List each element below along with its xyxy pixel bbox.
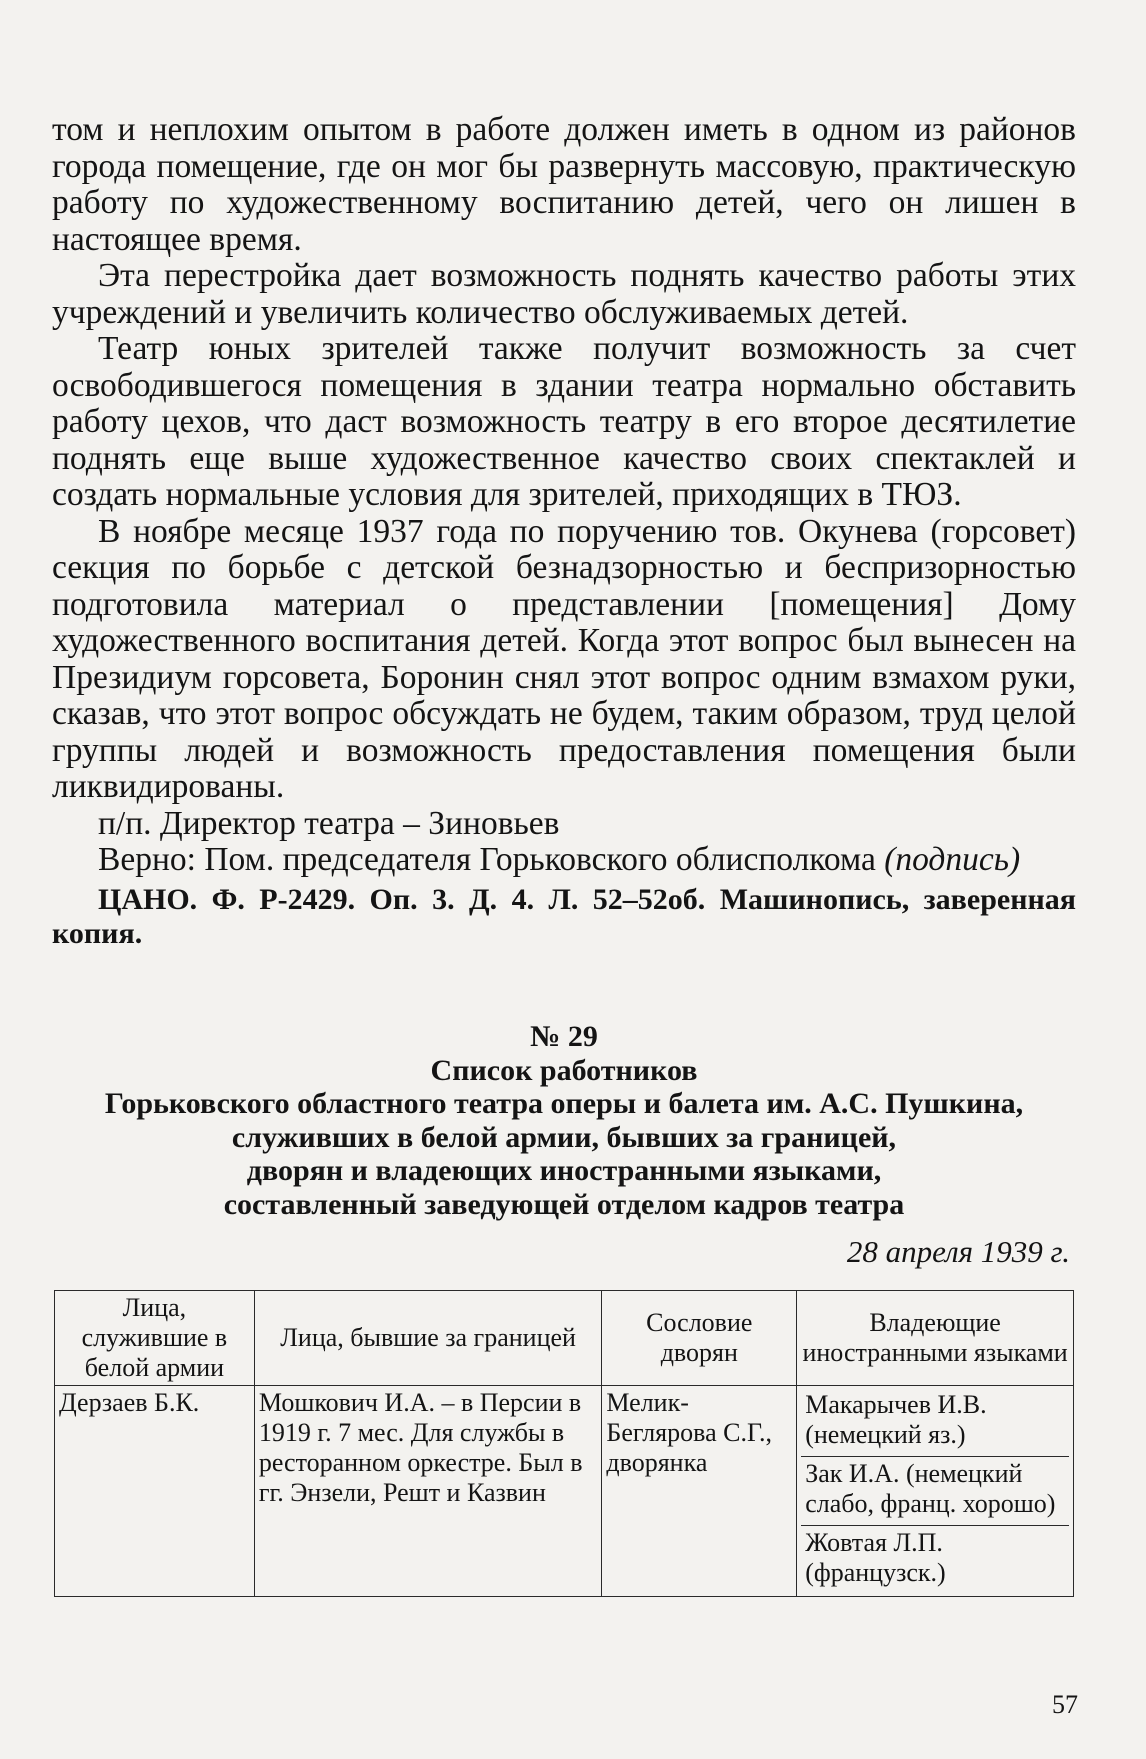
header-abroad: Лица, бывшие за границей — [254, 1291, 602, 1386]
paragraph-3: Театр юных зрителей также получит возможность за счет освободившегося помещения в здании театра нормально обставить работу цехов, что даст возможность театру в его второе десятилетие поднять еще выше художественное качество своих спектаклей и создать нормальные условия для зрителей, приходящих в ТЮЗ. — [52, 330, 1076, 513]
certification-line — [52, 842, 1076, 879]
page-number: 57 — [1052, 1690, 1078, 1719]
archive-source: ЦАНО. Ф. Р-2429. Оп. 3. Д. 4. Л. 52–52об. Машинопись, заверенная копия. — [52, 882, 1076, 950]
language-entry: Макарычев И.В. (немецкий яз.) — [801, 1388, 1069, 1457]
certification-text: Верно: Пом. председателя Горьковского облисполкома — [98, 841, 876, 878]
paragraph-4: В ноябре месяце 1937 года по поручению тов. Окунева (горсовет) секция по борьбе с детской безнадзорностью и беспризорностью подготовила материал о представлении [помещения] Дому художественного воспитания детей. Когда этот вопрос был вынесен на Президиум горсовета, Боронин снял этот вопрос одним взмахом руки, сказав, что этот вопрос обсуждать не будем, таким образом, труд целой группы людей и возможность предоставления помещения были ликвидированы. — [52, 512, 1076, 805]
header-white-army: Лица, служившие в белой армии — [55, 1291, 255, 1386]
table-row — [55, 1386, 1074, 1597]
director-signature: п/п. Директор театра – Зиновьев — [98, 804, 560, 842]
paragraph-1: том и неплохим опытом в работе должен иметь в одном из районов города помещение, где он мог бы развернуть массовую, практическую работу по художественному воспитанию детей, чего он лишен в настоящее время. — [52, 111, 1076, 258]
staff-table — [54, 1290, 1074, 1597]
document-title-line: дворян и владеющих иностранными языками, — [246, 1154, 882, 1187]
document-heading — [52, 1020, 1076, 1221]
cell-abroad: Мошкович И.А. – в Персии в 1919 г. 7 мес. Для службы в ресторанном оркестре. Был в гг. Энзели, Решт и Казвин — [254, 1386, 602, 1597]
header-nobility: Сословие дворян — [602, 1291, 797, 1386]
document-title-line: служивших в белой армии, бывших за границей, — [231, 1120, 897, 1154]
cell-nobility: Мелик-Беглярова С.Г., дворянка — [602, 1386, 797, 1597]
table-header-row — [55, 1291, 1074, 1386]
document-date: 28 апреля 1939 г. — [846, 1234, 1070, 1269]
document-title-line: составленный заведующей отделом кадров театра — [223, 1187, 905, 1221]
language-entry: Зак И.А. (немецкий слабо, франц. хорошо) — [801, 1457, 1069, 1526]
signature-note: (подпись) — [884, 841, 1021, 878]
document-title-line: Горьковского областного театра оперы и балета им. А.С. Пушкина, — [104, 1087, 1024, 1120]
header-languages: Владеющие иностранными языками — [797, 1291, 1074, 1386]
document-title-line: Список работников — [430, 1053, 698, 1087]
document-number: № 29 — [530, 1020, 598, 1053]
language-entry: Жовтая Л.П. (французск.) — [805, 1528, 946, 1587]
cell-languages — [797, 1386, 1074, 1597]
paragraph-2: Эта перестройка дает возможность поднять качество работы этих учреждений и увеличить количество обслуживаемых детей. — [52, 257, 1076, 331]
body-text — [52, 112, 1076, 951]
cell-white-army: Дерзаев Б.К. — [55, 1386, 255, 1597]
